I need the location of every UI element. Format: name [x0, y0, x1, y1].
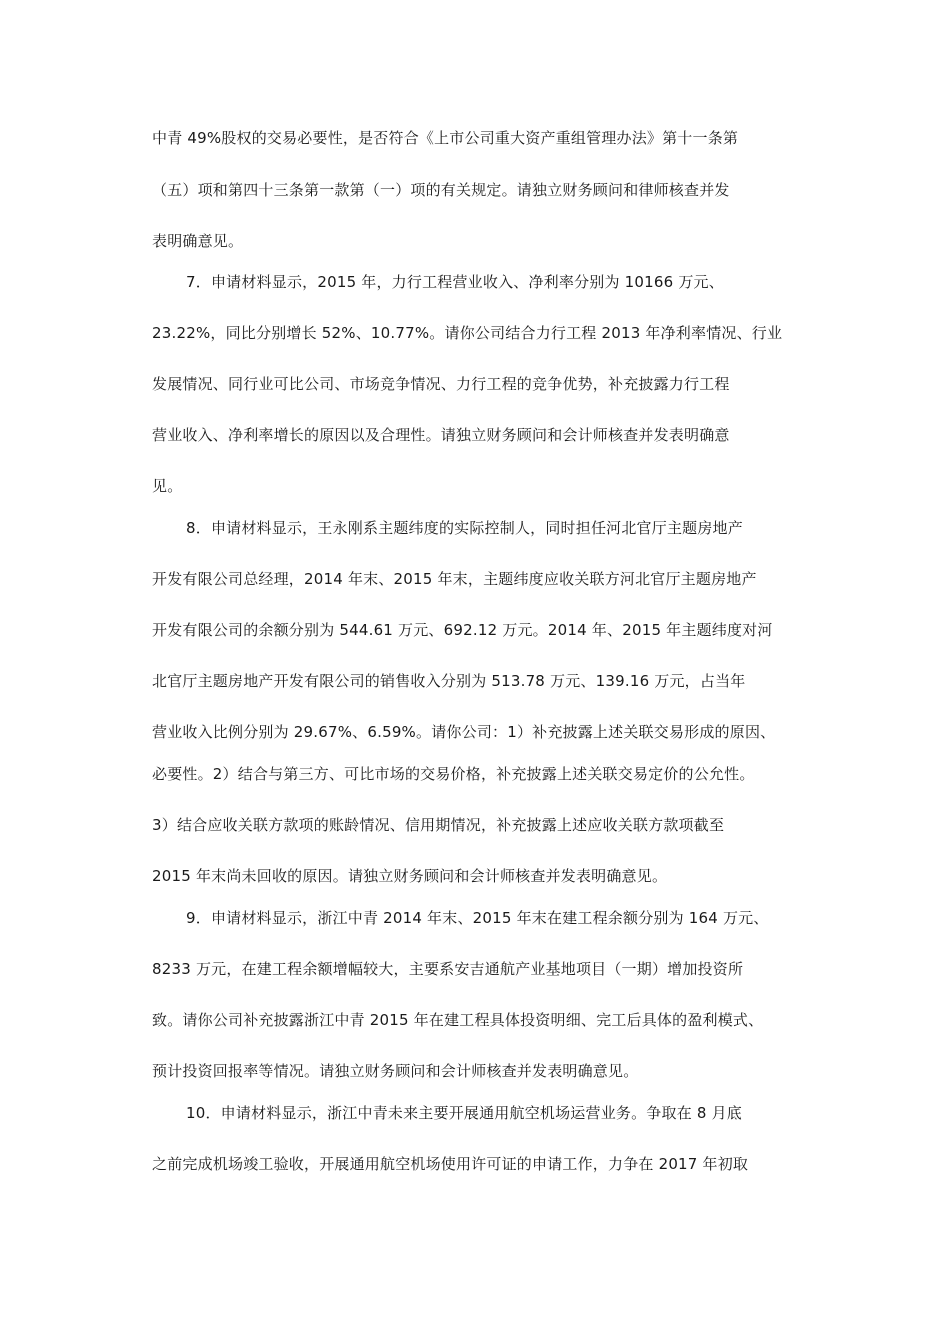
- text-line: 8233 万元，在建工程余额增幅较大，主要系安吉通航产业基地项目（一期）增加投资所: [152, 960, 744, 978]
- text-line: 23.22%，同比分别增长 52%、10.77%。请你公司结合力行工程 2013 年净利率情况、行业: [152, 324, 783, 342]
- text-line: 见。: [152, 477, 183, 495]
- item-9-first-line: 9．申请材料显示，浙江中青 2014 年末、2015 年末在建工程余额分别为 164 万元、: [186, 909, 769, 927]
- text-line: 发展情况、同行业可比公司、市场竞争情况、力行工程的竞争优势，补充披露力行工程: [152, 375, 730, 393]
- text-line: 必要性。2）结合与第三方、可比市场的交易价格，补充披露上述关联交易定价的公允性。: [152, 765, 755, 783]
- text-line: 开发有限公司的余额分别为 544.61 万元、692.12 万元。2014 年、2015 年主题纬度对河: [152, 621, 773, 639]
- text-line: 营业收入、净利率增长的原因以及合理性。请独立财务顾问和会计师核查并发表明确意: [152, 426, 730, 444]
- text-line: （五）项和第四十三条第一款第（一）项的有关规定。请独立财务顾问和律师核查并发: [152, 181, 730, 199]
- text-line: 2015 年末尚未回收的原因。请独立财务顾问和会计师核查并发表明确意见。: [152, 867, 668, 885]
- text-line: 预计投资回报率等情况。请独立财务顾问和会计师核查并发表明确意见。: [152, 1062, 639, 1080]
- item-10-first-line: 10．申请材料显示，浙江中青未来主要开展通用航空机场运营业务。争取在 8 月底: [186, 1104, 742, 1122]
- text-line: 中青 49%股权的交易必要性，是否符合《上市公司重大资产重组管理办法》第十一条第: [152, 129, 739, 147]
- text-line: 营业收入比例分别为 29.67%、6.59%。请你公司：1）补充披露上述关联交易形成的原因、: [152, 723, 776, 741]
- item-7-first-line: 7．申请材料显示，2015 年，力行工程营业收入、净利率分别为 10166 万元、: [186, 273, 724, 291]
- text-line: 之前完成机场竣工验收，开展通用航空机场使用许可证的申请工作，力争在 2017 年初取: [152, 1155, 749, 1173]
- item-8-first-line: 8．申请材料显示，王永刚系主题纬度的实际控制人，同时担任河北官厅主题房地产: [186, 519, 743, 537]
- text-line: 开发有限公司总经理，2014 年末、2015 年末，主题纬度应收关联方河北官厅主题房地产: [152, 570, 757, 588]
- text-line: 3）结合应收关联方款项的账龄情况、信用期情况，补充披露上述应收关联方款项截至: [152, 816, 725, 834]
- text-line: 北官厅主题房地产开发有限公司的销售收入分别为 513.78 万元、139.16 万元，占当年: [152, 672, 746, 690]
- text-line: 致。请你公司补充披露浙江中青 2015 年在建工程具体投资明细、完工后具体的盈利模式、: [152, 1011, 764, 1029]
- text-line: 表明确意见。: [152, 232, 244, 250]
